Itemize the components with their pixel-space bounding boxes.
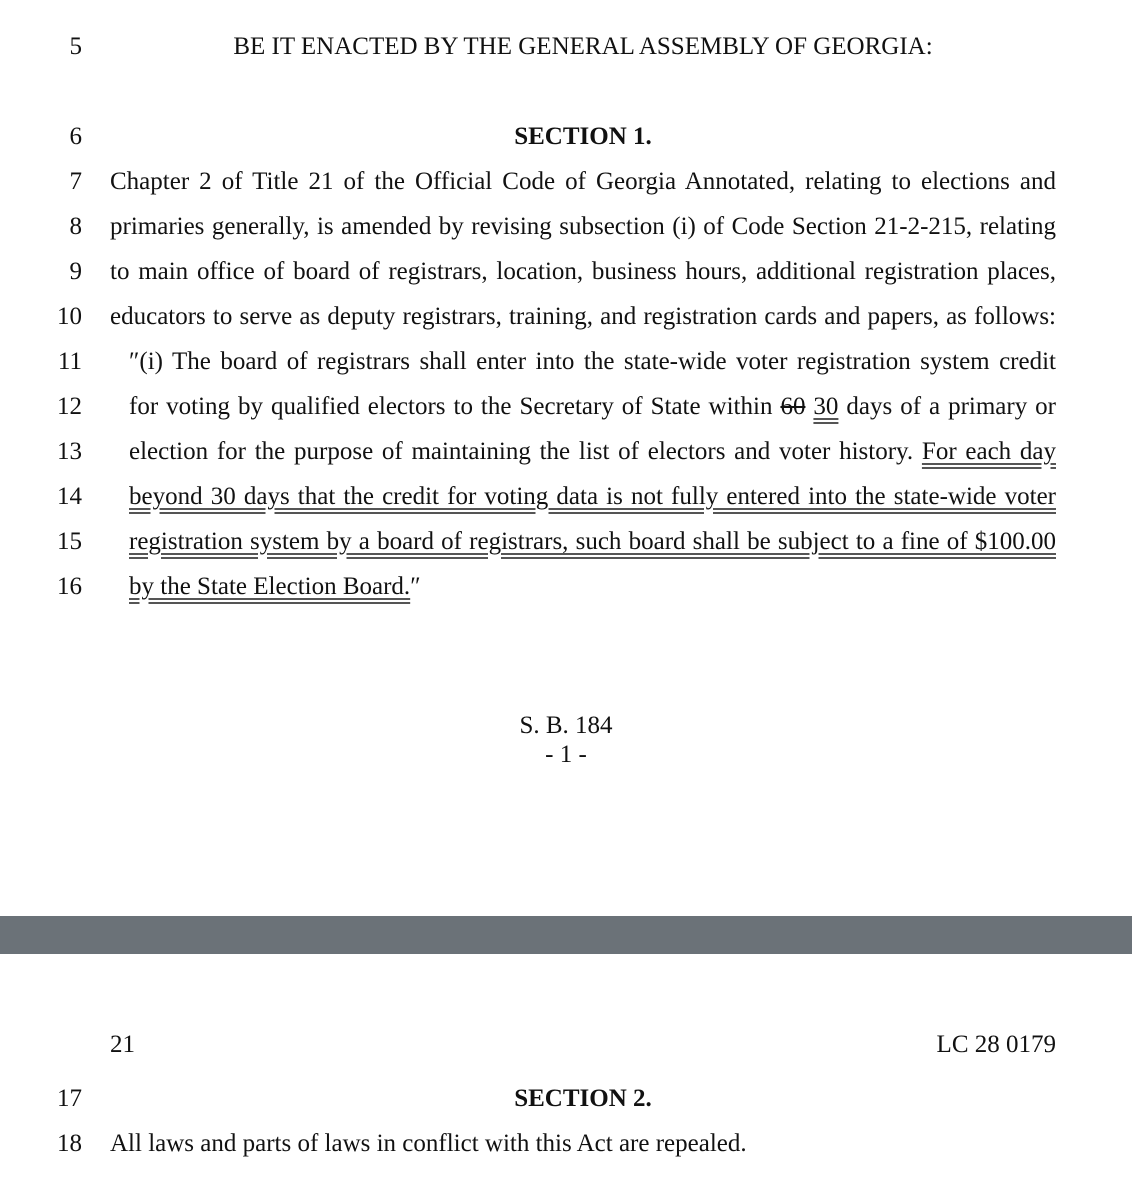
enacting-clause-line	[0, 27, 1132, 67]
line-number: 12	[57, 393, 82, 420]
line-number: 11	[57, 348, 82, 375]
page-header-left: 21	[110, 1031, 135, 1058]
line-number: 18	[57, 1130, 82, 1157]
inserted-text: 30	[813, 393, 839, 420]
footer-bill-number: S. B. 184	[519, 712, 613, 739]
body-line	[0, 252, 1132, 292]
inserted-text: For each day	[921, 438, 1056, 465]
text-segment: ″	[410, 573, 421, 600]
page-header-right: LC 28 0179	[936, 1031, 1056, 1058]
section-1-heading: SECTION 1.	[514, 123, 652, 150]
quoted-text	[129, 387, 1056, 427]
body-line	[0, 207, 1132, 247]
text-segment: for voting by qualified electors to the Secretary of State within	[129, 393, 781, 420]
line-number: 8	[69, 213, 82, 240]
inserted-text: beyond 30 days that the credit for voting data is not fully entered into the state-wide voter	[129, 483, 1056, 510]
deleted-text: 60	[780, 393, 806, 420]
quoted-line	[0, 567, 1132, 607]
line-number: 9	[69, 258, 82, 285]
body-text: primaries generally, is amended by revising subsection (i) of Code Section 21-2-215, relating	[110, 213, 1056, 240]
section-2-heading: SECTION 2.	[514, 1085, 652, 1112]
body-line	[0, 1124, 1132, 1164]
body-text: educators to serve as deputy registrars, training, and registration cards and papers, as follows:	[110, 303, 1056, 330]
page-divider	[0, 916, 1132, 954]
quoted-line	[0, 477, 1132, 517]
quoted-line	[0, 387, 1132, 427]
inserted-text: by the State Election Board.	[129, 573, 411, 600]
body-line	[0, 162, 1132, 202]
line-number: 5	[69, 33, 82, 60]
quoted-line	[0, 432, 1132, 472]
body-text: All laws and parts of laws in conflict with this Act are repealed.	[110, 1130, 747, 1157]
body-text: Chapter 2 of Title 21 of the Official Code of Georgia Annotated, relating to elections and	[110, 168, 1056, 195]
body-text: to main office of board of registrars, location, business hours, additional registration places,	[110, 258, 1056, 285]
enacting-clause: BE IT ENACTED BY THE GENERAL ASSEMBLY OF GEORGIA:	[233, 33, 933, 60]
footer-page-number: - 1 -	[545, 741, 587, 768]
line-number: 17	[57, 1085, 82, 1112]
section-2-heading-line	[0, 1079, 1132, 1119]
text-segment: days of a primary or	[838, 393, 1057, 420]
quoted-text	[129, 432, 1056, 472]
line-number: 16	[57, 573, 82, 600]
line-number: 15	[57, 528, 82, 555]
quoted-text: ″(i) The board of registrars shall enter into the state-wide voter registration system credit	[129, 348, 1056, 375]
text-segment: election for the purpose of maintaining the list of electors and voter history.	[129, 438, 922, 465]
line-number: 14	[57, 483, 82, 510]
body-line	[0, 297, 1132, 337]
line-number: 10	[57, 303, 82, 330]
line-number: 7	[69, 168, 82, 195]
line-number: 13	[57, 438, 82, 465]
line-number: 6	[69, 123, 82, 150]
section-1-heading-line	[0, 117, 1132, 157]
quoted-text	[129, 567, 1056, 607]
quoted-line	[0, 522, 1132, 562]
inserted-text: registration system by a board of registrars, such board shall be subject to a fine of $100.00	[129, 528, 1056, 555]
quoted-line	[0, 342, 1132, 382]
